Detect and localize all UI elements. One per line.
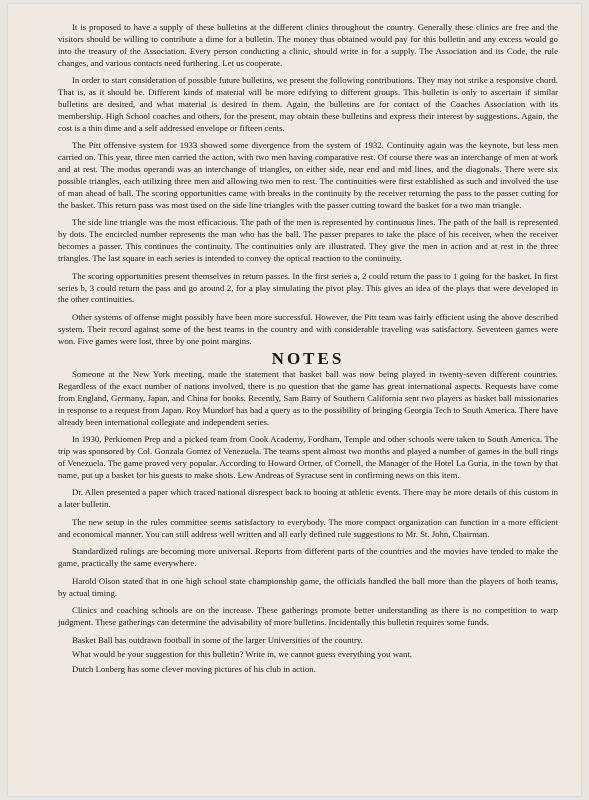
note-standardized-rulings: Standardized rulings are becoming more universal. Reports from different parts of the countries and the movies have tended to make the game, practically the same everywhere. <box>58 546 558 569</box>
note-dr-allen: Dr. Allen presented a paper which traced national disrespect back to booing at athletic events. There may be more details of this custom in a later bulletin. <box>58 487 558 510</box>
note-clinics: Clinics and coaching schools are on the increase. These gatherings promote better understanding as there is no competition to warp judgment. These gatherings can determine the advisability of more bulletins. Incidentally this bulletin requires some funds. <box>58 605 558 627</box>
paragraph-side-line-triangle: The side line triangle was the most efficacious. The path of the men is represented by continuous lines. The path of the ball is represented by dots. The encircled number represents the man who has the ball. The passer prepares to take the place of his receiver, when the receiver becomes a passer. This continues the continuity. The continuities only are illustrated. They give the men in action and at rest in the three triangles. The last square in each series is intended to convey the optical reaction to the continuity. <box>58 217 558 264</box>
closing-line-suggestion: What would be your suggestion for this bulletin? Write in, we cannot guess everything you want. <box>72 649 412 660</box>
notes-heading: NOTES <box>271 349 345 369</box>
paragraph-future-bulletins: In order to start consideration of possible future bulletins, we present the following contributions. They may not strike a responsive chord. That is, as it should be. Different kinds of material will be more edifying to different groups. This bulletin is only to ascertain if similar bulletins are desired, and what material is desired in them. Again, the bulletins are for contact of the Coaches Association with its membership. High School coaches and others, for the present, may obtain these bulletins and express their interest by suggestions. Again, the cost is a thin dime and a self addressed envelope or fifteen cents. <box>58 75 558 133</box>
closing-line-football: Basket Ball has outdrawn football in some of the larger Universities of the country. <box>72 634 363 645</box>
note-rules-committee: The new setup in the rules committee seems satisfactory to everybody. The more compact organization can function in a more efficient and economical manner. You can still address well written and all early defined rule suggestions to Mr. St. John, Chairman. <box>58 516 558 539</box>
closing-line-lonberg: Dutch Lonberg has some clever moving pictures of his club in action. <box>72 664 316 675</box>
paragraph-scoring-opportunities: The scoring opportunities present themselves in return passes. In the first series a, 2 could return the pass to 1 going for the basket. In first series b, 3 could return the pass and go around 2, for a play simulating the pivot play. This gives an idea of the plays that were developed in the other continuities. <box>58 270 558 305</box>
paragraph-other-systems: Other systems of offense might possibly have been more successful. However, the Pitt team was fairly efficient using the above described system. Their record against some of the best teams in the country and with considerable traveling was satisfactory. Seventeen games were won. Five games were lost, three by one point margins. <box>58 311 558 346</box>
note-harold-olson: Harold Olson stated that in one high school state championship game, the officials handled the ball more than the players of both teams, by actual timing. <box>58 575 558 598</box>
bulletin-body <box>58 22 558 679</box>
note-south-america: In 1930, Perkiomen Prep and a picked team from Cook Academy, Fordham, Temple and other schools were taken to South America. The trip was sponsored by Col. Gonzala Gomez of Venezuela. The teams spent almost two months and played a number of games in the bull rings of Venezuela. The game proved very popular. According to Howard Ortner, of Cornell, the Manager of the Hotel La Guria, in the town by that name, put up a basket for his guests to make shots. Lew Andreas of Syracuse sent in confirming news on this item. <box>58 434 558 480</box>
note-international: Someone at the New York meeting, made the statement that basket ball was now being played in twenty-seven different countries. Regardless of the exact number of nations involved, there is no question that the game has great international aspects. Requests have come from England, Germany, Japan, and China for books. Recently, Sam Barry of Southern California sent two players as basket ball missionaries in response to a request from Japan. Roy Mundorf has had a query as to the possibility of bringing Georgia Tech to South America. There have already been international collegiate and independent series. <box>58 369 558 427</box>
paragraph-supply: It is proposed to have a supply of these bulletins at the different clinics throughout the country. Generally these clinics are free and the visitors should be willing to contribute a dime for a bulletin. The money thus obtained would pay for this bulletin and any excess would go into the treasury of the Association. Every person conducting a clinic, should write in for a supply. The Association and its Code, the rule changes, and various contacts need furthering. Let us cooperate. <box>58 22 558 68</box>
bulletin-page <box>8 4 581 796</box>
paragraph-pitt-offense: The Pitt offensive system for 1933 showed some divergence from the system of 1932. Continuity again was the keynote, but less men carried on. This year, three men carried the action, with two men having comparative rest. Of course there was an interchange of men at work and at rest. The modus operandi was an interchange of triangles, on either side, near end and mid lines, and the diagonals. There were six possible triangles, each utilizing three men and allowing two men to rest. The continuities were first established as such and involved the use of man ahead of ball. The scoring opportunities came with breaks in the continuity by the receiver returning the pass to the passer cutting for the basket. This return pass was most used on the side line triangles with the passer cutting toward the basket for a two man triangle. <box>58 140 558 210</box>
